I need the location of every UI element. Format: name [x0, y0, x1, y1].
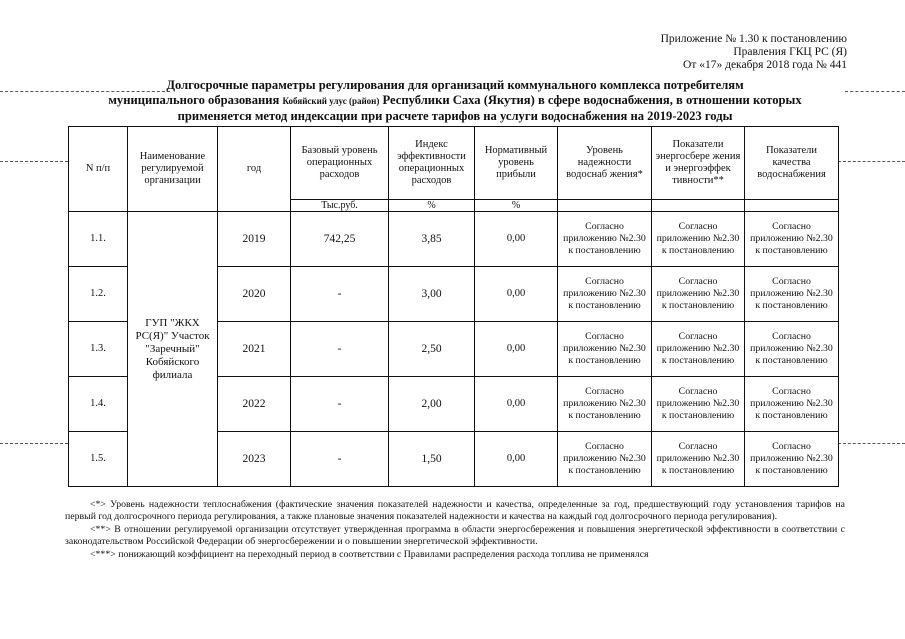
header-base: Базовый уровень операционных расходов	[291, 127, 389, 200]
title-line-2-a: муниципального образования	[108, 93, 280, 107]
row-num: 1.1.	[69, 212, 128, 267]
row-base: -	[291, 267, 389, 322]
organization-name: ГУП "ЖКХ РС(Я)" Участок "Заречный" Кобяйского филиала	[128, 212, 218, 487]
header-num: N п/п	[69, 127, 128, 212]
header-reliability: Уровень надежности водоснаб жения*	[558, 127, 652, 200]
row-quality: Согласно приложению №2.30 к постановлению	[745, 377, 839, 432]
row-reliability: Согласно приложению №2.30 к постановлению	[558, 267, 652, 322]
scan-line	[0, 443, 68, 444]
row-profit: 0,00	[475, 432, 558, 487]
row-energy: Согласно приложению №2.30 к постановлению	[652, 212, 745, 267]
appendix-header	[661, 33, 847, 72]
unit-base: Тыс.руб.	[291, 200, 389, 212]
scan-line	[838, 161, 905, 162]
row-base: -	[291, 432, 389, 487]
row-num: 1.3.	[69, 322, 128, 377]
header-profit: Нормативный уровень прибыли	[475, 127, 558, 200]
row-profit: 0,00	[475, 377, 558, 432]
footnote-1: <*> Уровень надежности теплоснабжения (фактические значения показателей надежности и качества, определенные за год, предшествующий году установления тарифов на первый год долгосрочного периода регулирования, а также плановые значения показателей надежности и качества на каждый год долгосрочного периода регулирования).	[65, 499, 845, 522]
header-quality: Показатели качества водоснабжения	[745, 127, 839, 200]
unit-profit: %	[475, 200, 558, 212]
row-reliability: Согласно приложению №2.30 к постановлению	[558, 212, 652, 267]
row-quality: Согласно приложению №2.30 к постановлению	[745, 432, 839, 487]
appendix-line-2: Правления ГКЦ РС (Я)	[733, 46, 847, 58]
header-energy: Показатели энергосбере жения и энергоэффек тивности**	[652, 127, 745, 200]
unit-reliability	[558, 200, 652, 212]
row-energy: Согласно приложению №2.30 к постановлению	[652, 377, 745, 432]
row-index: 1,50	[389, 432, 475, 487]
row-index: 3,85	[389, 212, 475, 267]
row-year: 2020	[218, 267, 291, 322]
row-quality: Согласно приложению №2.30 к постановлению	[745, 212, 839, 267]
unit-quality	[745, 200, 839, 212]
row-base: 742,25	[291, 212, 389, 267]
unit-index: %	[389, 200, 475, 212]
header-year: год	[218, 127, 291, 212]
footnotes	[65, 499, 845, 562]
title-line-2-b: Республики Саха (Якутия) в сфере водоснабжения, в отношении которых	[382, 93, 802, 107]
header-index: Индекс эффективности операционных расходов	[389, 127, 475, 200]
row-profit: 0,00	[475, 212, 558, 267]
scan-line	[845, 91, 905, 92]
footnote-2: <**> В отношении регулируемой организации отсутствует утвержденная программа в области энергосбережения и повышения энергетической эффективности в соответствии с законодательством Российской Федерации об энергосбережении и о повышении энергетической эффективности.	[65, 524, 845, 547]
row-index: 2,50	[389, 322, 475, 377]
title-district: Кобяйский улус (район)	[282, 96, 380, 106]
row-quality: Согласно приложению №2.30 к постановлению	[745, 267, 839, 322]
parameters-table	[68, 126, 839, 487]
row-base: -	[291, 322, 389, 377]
row-num: 1.5.	[69, 432, 128, 487]
appendix-line-3: От «17» декабря 2018 года № 441	[683, 59, 847, 71]
row-reliability: Согласно приложению №2.30 к постановлению	[558, 322, 652, 377]
row-reliability: Согласно приложению №2.30 к постановлению	[558, 377, 652, 432]
footnote-3: <***> понижающий коэффициент на переходный период в соответствии с Правилами распределения расхода топлива не применялся	[90, 549, 649, 560]
row-energy: Согласно приложению №2.30 к постановлению	[652, 322, 745, 377]
row-index: 2,00	[389, 377, 475, 432]
row-year: 2019	[218, 212, 291, 267]
scan-line	[838, 443, 905, 444]
unit-energy	[652, 200, 745, 212]
row-base: -	[291, 377, 389, 432]
title-line-3: применяется метод индексации при расчете тарифов на услуги водоснабжения на 2019-2023 годы	[177, 109, 733, 123]
header-org: Наименование регулируемой организации	[128, 127, 218, 212]
row-reliability: Согласно приложению №2.30 к постановлению	[558, 432, 652, 487]
row-year: 2022	[218, 377, 291, 432]
row-index: 3,00	[389, 267, 475, 322]
title-line-1: Долгосрочные параметры регулирования для организаций коммунального комплекса потребителям	[166, 78, 744, 92]
row-num: 1.4.	[69, 377, 128, 432]
title-line-2	[60, 93, 850, 109]
appendix-line-1: Приложение № 1.30 к постановлению	[660, 33, 847, 45]
table-row	[69, 212, 839, 267]
document-title	[60, 78, 850, 124]
row-energy: Согласно приложению №2.30 к постановлению	[652, 432, 745, 487]
scan-line	[0, 161, 68, 162]
row-energy: Согласно приложению №2.30 к постановлению	[652, 267, 745, 322]
row-year: 2021	[218, 322, 291, 377]
row-profit: 0,00	[475, 267, 558, 322]
row-profit: 0,00	[475, 322, 558, 377]
row-quality: Согласно приложению №2.30 к постановлению	[745, 322, 839, 377]
row-year: 2023	[218, 432, 291, 487]
row-num: 1.2.	[69, 267, 128, 322]
